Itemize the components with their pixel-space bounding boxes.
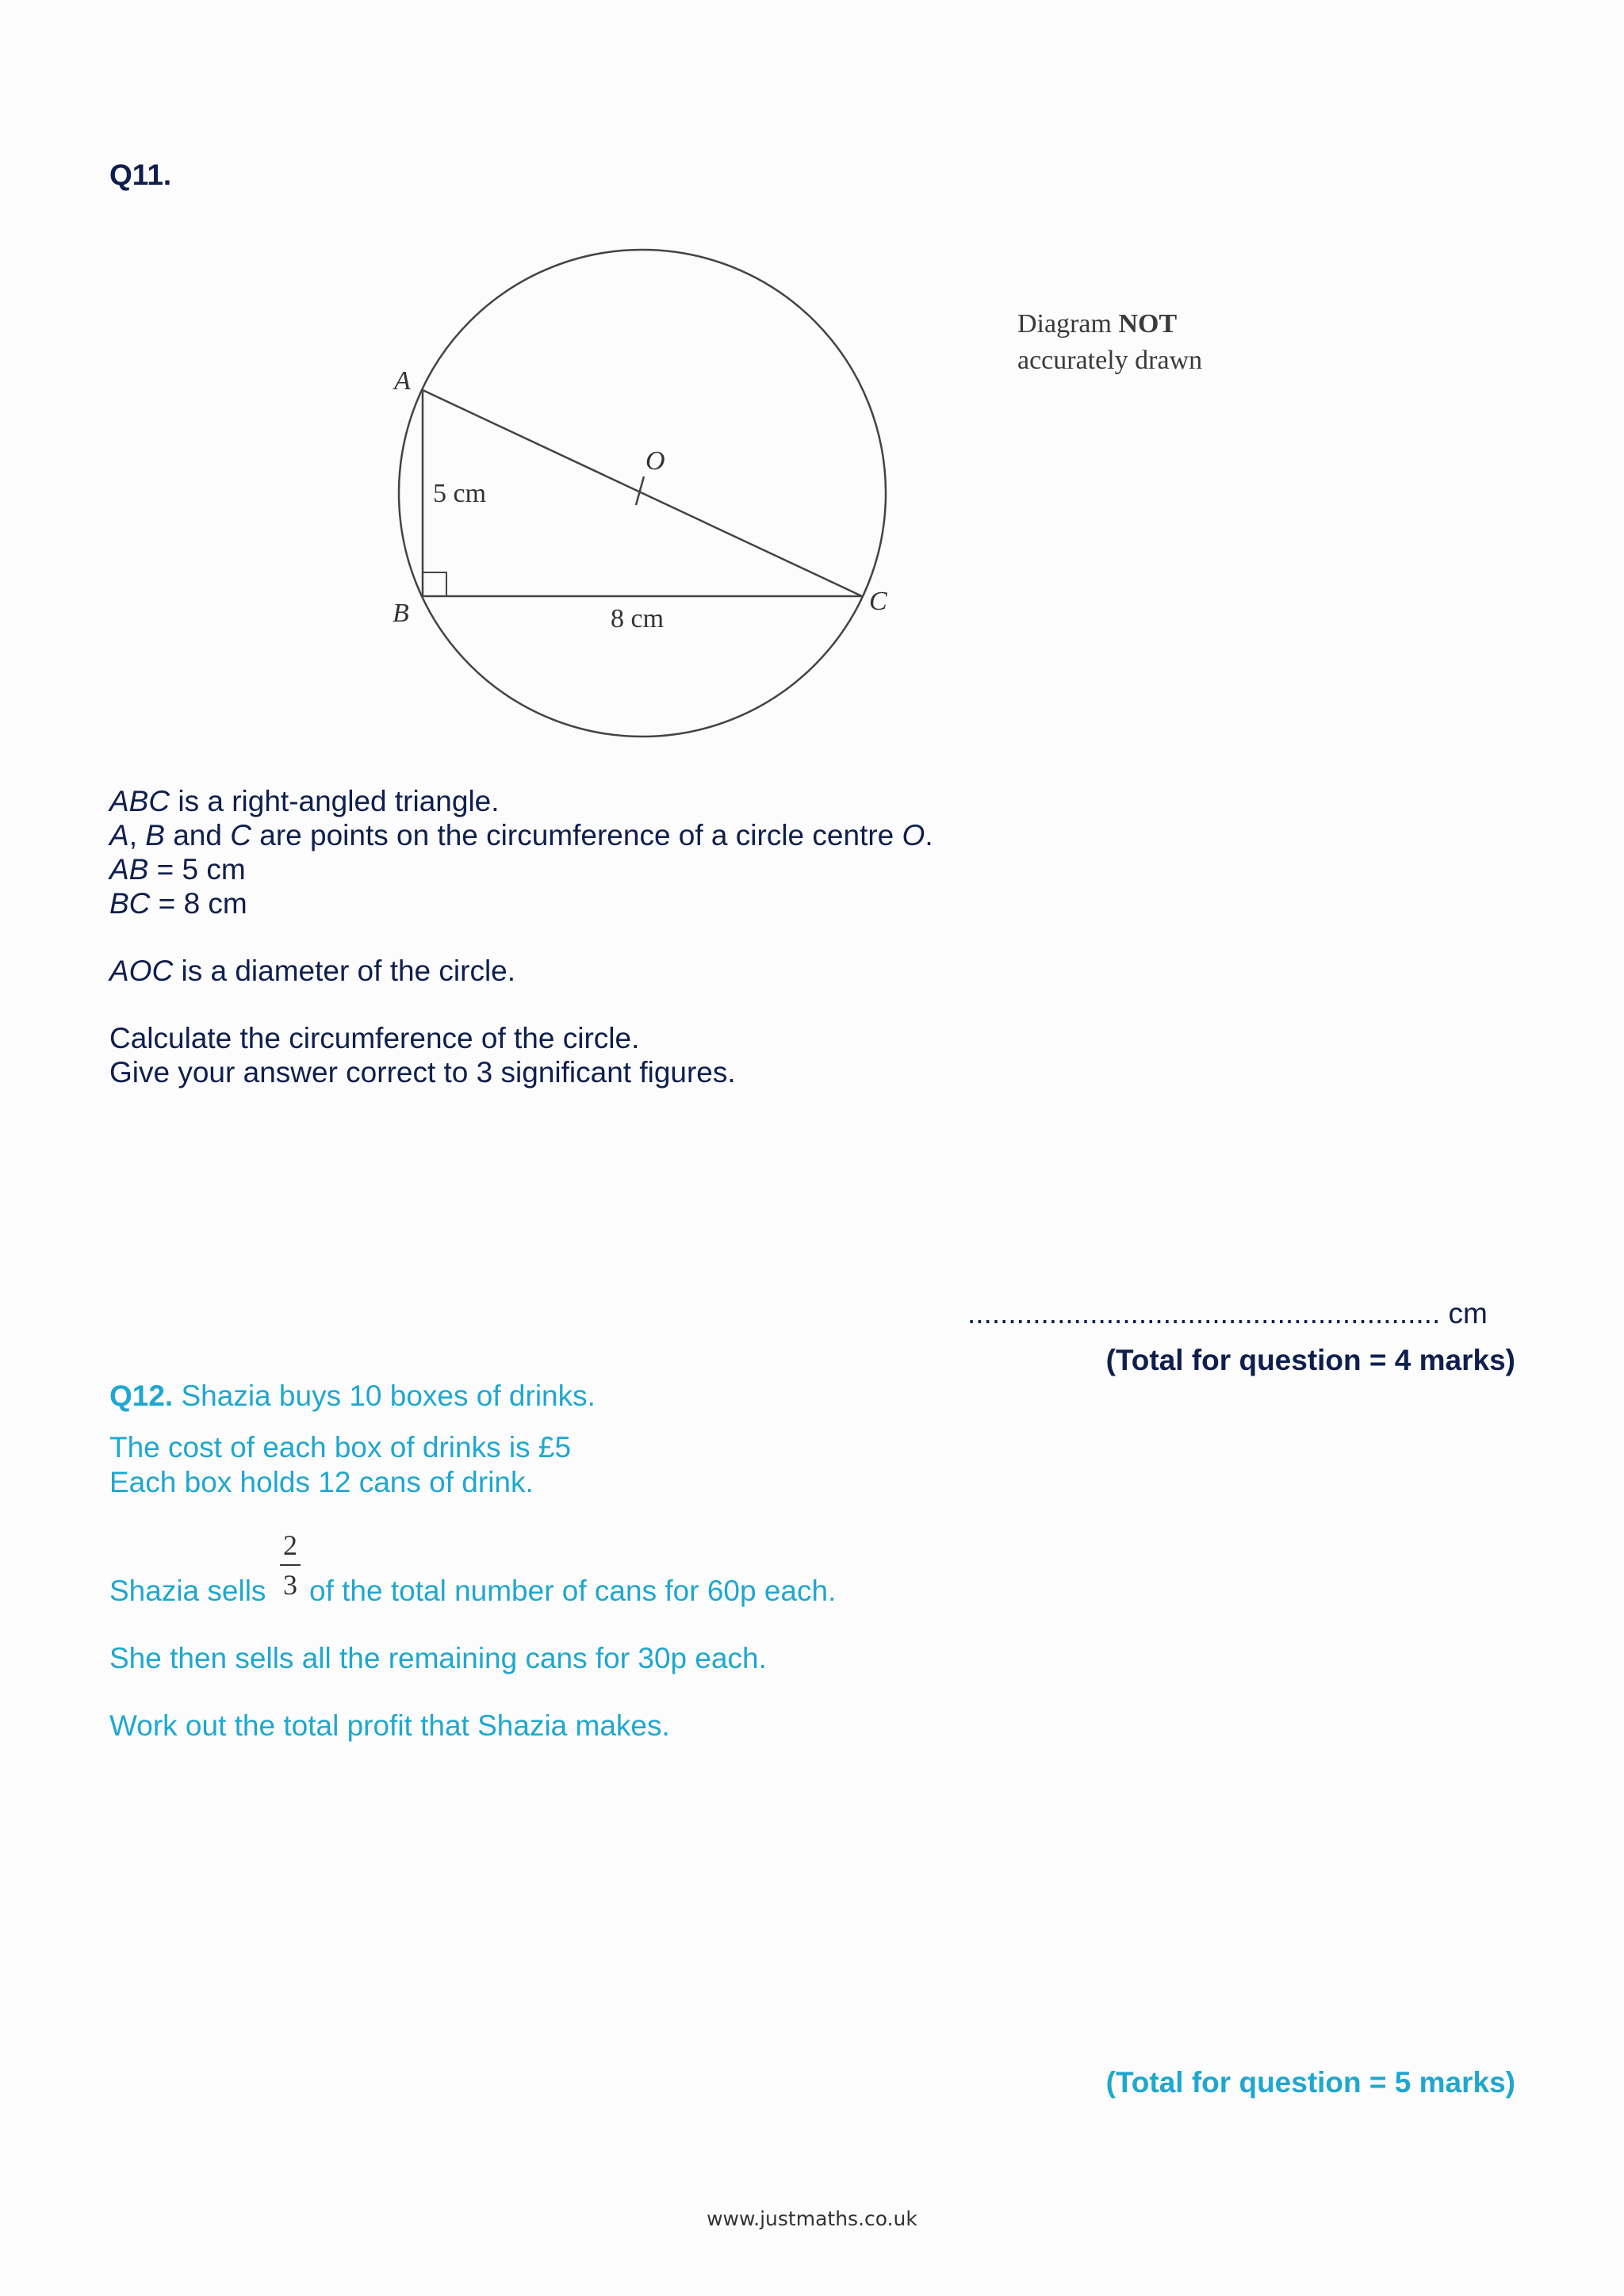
label-ab-length: 5 cm [433, 479, 487, 508]
q11-line-2-a: A [109, 819, 129, 851]
q11-line-4-italic: BC [109, 887, 151, 920]
diameter-ac [423, 390, 862, 596]
q11-line-1-rest: is a right-angled triangle. [170, 785, 500, 817]
q11-line-3-italic: AB [109, 853, 149, 886]
q12-line-2: Each box holds 12 cans of drink. [109, 1466, 534, 1498]
q11-line-2-end: . [925, 819, 933, 851]
diagram-note-bold: NOT [1118, 309, 1178, 339]
q11-line-1-italic: ABC [109, 785, 170, 817]
q12-line-4: She then sells all the remaining cans for 30p each. [109, 1642, 767, 1674]
q11-total-marks: (Total for question = 4 marks) [1105, 1344, 1515, 1376]
label-b: B [393, 599, 409, 628]
circle-triangle-diagram [0, 0, 1624, 793]
diagram-note [1017, 306, 1202, 379]
q12-total-marks: (Total for question = 5 marks) [1105, 2066, 1515, 2099]
q11-line-4-rest: = 8 cm [150, 887, 247, 920]
q11-line-2-o: O [902, 819, 925, 851]
q11-line-1 [109, 784, 500, 819]
label-c: C [869, 587, 887, 616]
diagram-note-prefix: Diagram [1017, 309, 1119, 339]
q11-answer-line[interactable]: .......................................................... cm [967, 1297, 1488, 1330]
q11-number: Q11. [109, 159, 172, 191]
fraction-denominator: 3 [283, 1569, 297, 1601]
q12-sells-prefix: Shazia sells [109, 1575, 266, 1607]
q12-sells-suffix: of the total number of cans for 60p each. [309, 1575, 837, 1607]
fraction-bar [280, 1564, 301, 1566]
diagram-note-line2: accurately drawn [1017, 346, 1203, 375]
q11-line-6: Calculate the circumference of the circle. [109, 1022, 640, 1054]
footer-url[interactable]: www.justmaths.co.uk [707, 2207, 917, 2230]
q11-line-7: Give your answer correct to 3 significant figures. [109, 1056, 736, 1089]
right-angle-mark [423, 572, 446, 596]
q11-line-4 [109, 886, 247, 921]
q11-line-5-italic: AOC [109, 955, 174, 987]
q11-line-2-sep2: and [164, 819, 231, 851]
q12-number: Q12. [109, 1380, 174, 1412]
q11-line-2-rest: are points on the circumference of a circle centre [251, 819, 902, 851]
q12-line-5: Work out the total profit that Shazia makes. [109, 1709, 670, 1742]
label-o: O [645, 446, 665, 476]
q12-line-1: The cost of each box of drinks is £5 [109, 1431, 572, 1464]
q11-line-3 [109, 852, 246, 887]
label-bc-length: 8 cm [611, 604, 665, 633]
q11-line-5 [109, 954, 515, 989]
q11-line-2 [109, 818, 933, 853]
fraction-numerator: 2 [283, 1529, 297, 1561]
q11-line-2-sep1: , [128, 819, 146, 851]
q11-line-2-b: B [145, 819, 165, 851]
q12-intro [109, 1379, 596, 1414]
q11-line-5-rest: is a diameter of the circle. [173, 955, 516, 987]
q12-intro-text: Shazia buys 10 boxes of drinks. [173, 1380, 596, 1412]
q11-line-3-rest: = 5 cm [148, 853, 246, 886]
label-a: A [394, 366, 411, 396]
q11-line-2-c: C [230, 819, 251, 851]
